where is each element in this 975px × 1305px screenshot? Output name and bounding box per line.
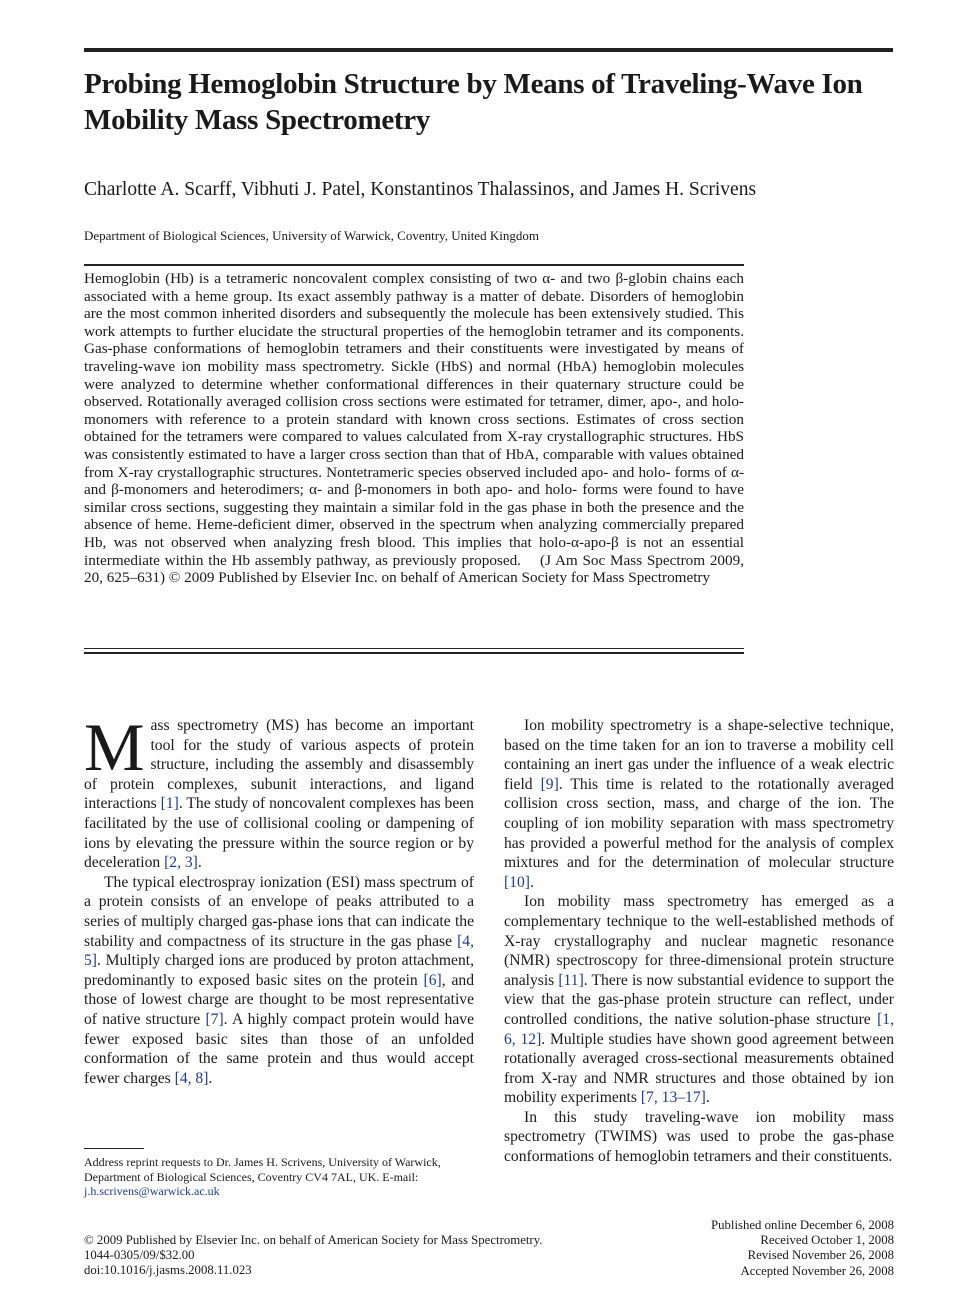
abstract-bottom-rule-1 (84, 648, 744, 649)
received-date: Received October 1, 2008 (760, 1233, 894, 1248)
issn-line: 1044-0305/09/$32.00 (84, 1248, 195, 1263)
citation-link[interactable]: [10] (504, 873, 530, 891)
drop-cap: M (84, 709, 145, 785)
citation-link[interactable]: [4, 8] (174, 1069, 209, 1087)
citation-link[interactable]: [4, 5] (84, 932, 474, 970)
body-right-column (504, 716, 894, 1167)
text-run: . Multiple studies have shown good agreement between rotationally averaged cross-sectional measurements obtained from X-ray and NMR structures and those obtained by ion mobility experiments (504, 1030, 894, 1107)
body-left-column (84, 709, 474, 1088)
text-run: . (529, 873, 534, 891)
text-run: . A highly compact protein would have fewer exposed basic sites than those of an unfolded conformation of the same protein and thus would accept fewer charges (84, 1010, 474, 1087)
text-run: , and those of lowest charge are thought to be most representative of native structure (84, 971, 474, 1028)
citation-link[interactable]: [7] (205, 1010, 224, 1028)
affiliation: Department of Biological Sciences, University of Warwick, Coventry, United Kingdom (84, 228, 539, 243)
paragraph: In this study traveling-wave ion mobility mass spectrometry (TWIMS) was used to probe the gas-phase conformations of hemoglobin tetramers and their constituents. (504, 1108, 894, 1166)
text-run: Ion mobility spectrometry is a shape-selective technique, based on the time taken for an ion to traverse a mobility cell containing an inert gas under the influence of a weak electric field (504, 717, 894, 793)
abstract-text: Hemoglobin (Hb) is a tetrameric noncovalent complex consisting of two α- and two β-globin chains each associated with a heme group. Its exact assembly pathway is a matter of debate. Disorders of hemoglobin are the most common inherited disorders and subsequently the molecule has been extensively studied. This work attempts to further elucidate the structural properties of the hemoglobin tetramer and its components. Gas-phase conformations of hemoglobin tetramers and their constituents were investigated by means of traveling-wave ion mobility mass spectrometry. Sickle (HbS) and normal (HbA) hemoglobin molecules were analyzed to determine whether conformational differences in their quaternary structure could be observed. Rotationally averaged collision cross sections were estimated for tetramer, dimer, apo-, and holo-monomers with reference to a protein standard with known cross sections. Estimates of cross section obtained for the tetramers were compared to values calculated from X-ray crystallographic structures. HbS was consistently estimated to have a larger cross section than that of HbA, comparable with values obtained from X-ray crystallographic structures. Nontetrameric species observed included apo- and holo- forms of α- and β-monomers and heterodimers; α- and β-monomers in both apo- and holo- forms were found to have similar cross sections, suggesting they maintain a similar fold in the gas phase in both the presence and the absence of heme. Heme-deficient dimer, observed in the spectrum when analyzing commercially prepared Hb, was not observed when analyzing fresh blood. This implies that holo-α-apo-β is not an essential intermediate within the Hb assembly pathway, as previously proposed. (84, 270, 744, 569)
text-run: The typical electrospray ionization (ESI) mass spectrum of a protein consists of an envelope of peaks attributed to a series of multiply charged gas-phase ions that can indicate the stability and compactness of its structure in the gas phase (84, 873, 474, 950)
citation-link[interactable]: [9] (540, 775, 559, 793)
citation-link[interactable]: [7, 13–17] (640, 1089, 706, 1107)
accepted-date: Accepted November 26, 2008 (740, 1263, 894, 1278)
correspondence-footnote (84, 1155, 474, 1199)
abstract (84, 270, 744, 587)
paragraph (504, 892, 894, 1108)
top-rule (84, 48, 893, 52)
text-run: ass spectrometry (MS) has become an important tool for the study of various aspects of protein structure, including the assembly and disassembly of protein complexes, subunit interactions, and ligand interactions (84, 717, 474, 813)
abstract-top-rule (84, 264, 744, 266)
footnote-text: Address reprint requests to Dr. James H. Scrivens, University of Warwick, Department of Biological Sciences, Coventry CV4 7AL, UK. E-mail: (84, 1155, 441, 1184)
text-run: . (197, 854, 202, 872)
publication-info (84, 1233, 542, 1279)
citation-link[interactable]: [1, 6, 12] (504, 1010, 894, 1048)
footnote-rule (84, 1148, 144, 1149)
text-run: . Multiply charged ions are produced by proton attachment, predominantly to exposed basic sites on the protein (84, 952, 474, 989)
doi-line: doi:10.1016/j.jasms.2008.11.023 (84, 1263, 252, 1278)
text-run: . There is now substantial evidence to support the view that the gas-phase protein structure can reflect, under controlled conditions, the native solution-phase structure (504, 971, 894, 1028)
revised-date: Revised November 26, 2008 (747, 1248, 894, 1263)
abstract-citation: (J Am Soc Mass Spectrom 2009, 20, 625–631) © 2009 Published by Elsevier Inc. on behalf of American Society for Mass Spectrometry (84, 551, 745, 587)
text-run: . (705, 1089, 710, 1107)
history-dates (711, 1218, 894, 1279)
email-link[interactable]: j.h.scrivens@warwick.ac.uk (84, 1184, 220, 1198)
citation-link[interactable]: [11] (558, 971, 584, 989)
citation-link[interactable]: [2, 3] (164, 854, 198, 872)
citation-link[interactable]: [6] (423, 971, 442, 989)
copyright-line: © 2009 Published by Elsevier Inc. on behalf of American Society for Mass Spectrometry. (84, 1233, 543, 1247)
author-list: Charlotte A. Scarff, Vibhuti J. Patel, Konstantinos Thalassinos, and James H. Scrivens (84, 179, 757, 200)
text-run: . The study of noncovalent complexes has been facilitated by the use of collisional cooling or dampening of ions by elevating the pressure within the source region or by deceleration (84, 795, 474, 872)
text-run: Ion mobility mass spectrometry has emerged as a complementary technique to the well-established methods of X-ray crystallography and nuclear magnetic resonance (NMR) spectroscopy for three-dimensional protein structure analysis (504, 893, 894, 989)
text-run: . This time is related to the rotationally averaged collision cross section, mass, and charge of the ion. The coupling of ion mobility separation with mass spectrometry has provided a powerful method for the analysis of complex mixtures and for the determination of molecular structure (504, 775, 894, 872)
paragraph (84, 709, 474, 873)
paragraph (84, 873, 474, 1089)
paragraph (504, 716, 894, 892)
article-title: Probing Hemoglobin Structure by Means of Traveling-Wave Ion Mobility Mass Spectrometry (84, 68, 863, 136)
published-date: Published online December 6, 2008 (710, 1218, 894, 1232)
citation-link[interactable]: [1] (160, 795, 179, 813)
abstract-bottom-rule-2 (84, 652, 744, 654)
text-run: . (208, 1069, 213, 1087)
